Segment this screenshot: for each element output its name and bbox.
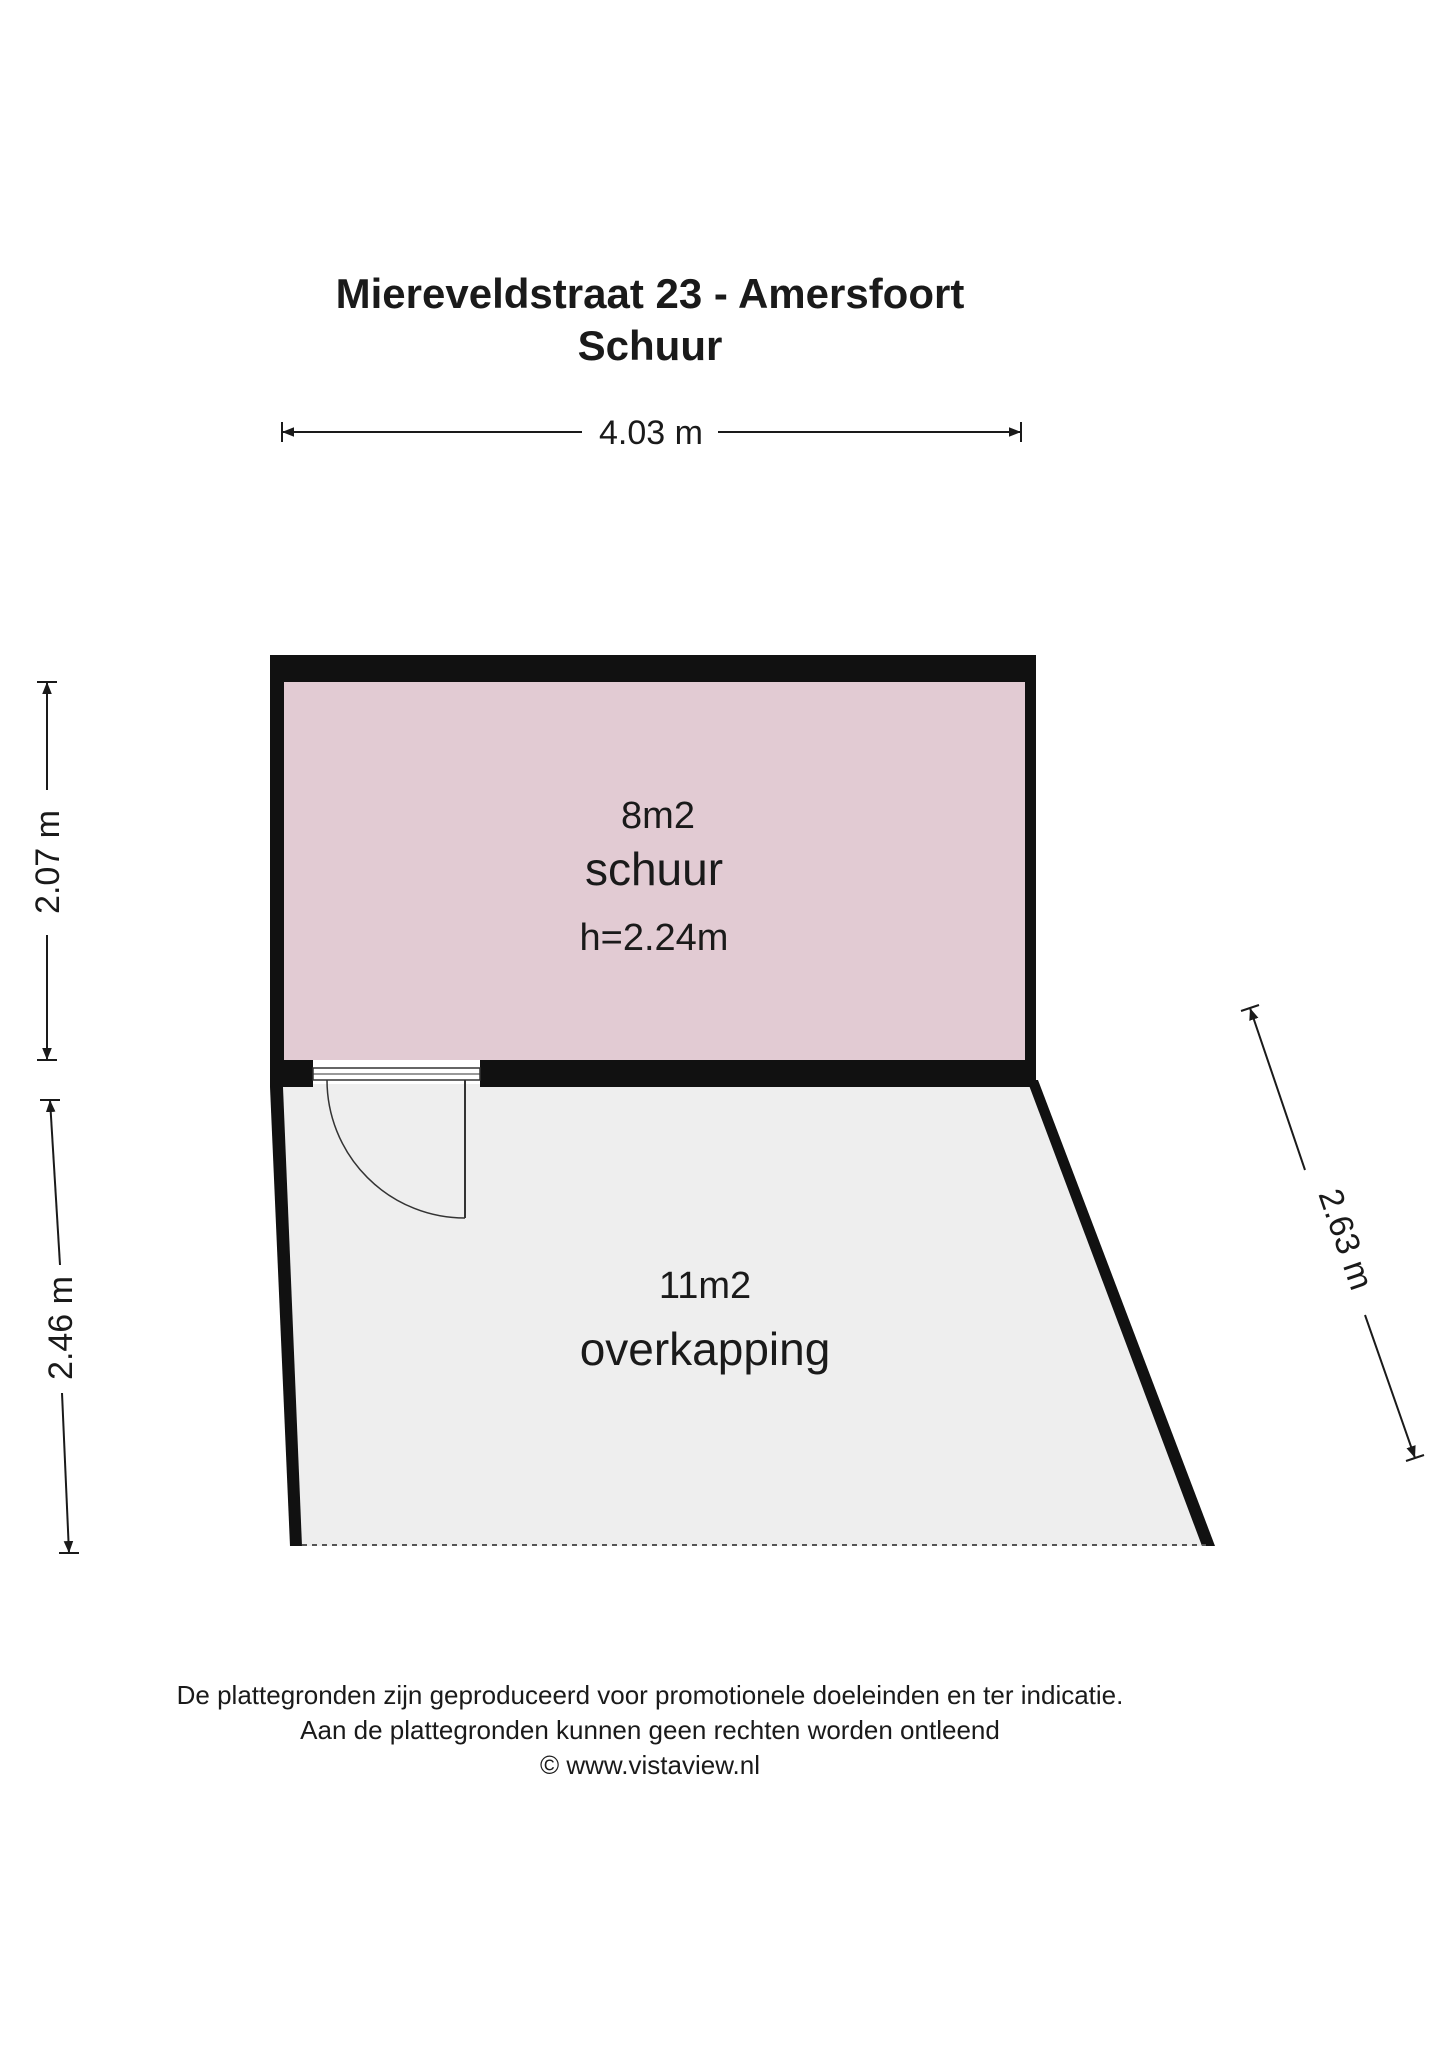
dimension-diagonal-right bbox=[1241, 1005, 1424, 1461]
room-schuur-height: h=2.24m bbox=[579, 917, 729, 959]
address-title: Miereveldstraat 23 - Amersfoort bbox=[335, 270, 965, 317]
dimension-width-top bbox=[282, 414, 1021, 452]
copyright-link: © www.vistaview.nl bbox=[540, 1750, 760, 1780]
disclaimer-line-1: De plattegronden zijn geproduceerd voor promotionele doeleinden en ter indicatie. bbox=[176, 1680, 1124, 1710]
room-overkapping-name: overkapping bbox=[579, 1323, 831, 1375]
dimension-height-overkapping-label: 2.46 m bbox=[42, 1276, 80, 1380]
room-schuur-area: 8m2 bbox=[621, 795, 695, 837]
room-overkapping-area: 11m2 bbox=[658, 1265, 752, 1307]
floor-title: Schuur bbox=[577, 322, 723, 369]
dimension-diagonal-label: 2.63 m bbox=[1310, 1184, 1381, 1295]
room-schuur-name: schuur bbox=[584, 843, 724, 895]
dimension-width-label: 4.03 m bbox=[599, 414, 703, 452]
dimension-height-schuur-label: 2.07 m bbox=[29, 810, 67, 914]
dimension-height-schuur bbox=[29, 682, 67, 1060]
disclaimer-line-2: Aan de plattegronden kunnen geen rechten worden ontleend bbox=[300, 1715, 1000, 1745]
room-overkapping bbox=[283, 1084, 1206, 1546]
dimension-height-overkapping bbox=[40, 1100, 80, 1553]
